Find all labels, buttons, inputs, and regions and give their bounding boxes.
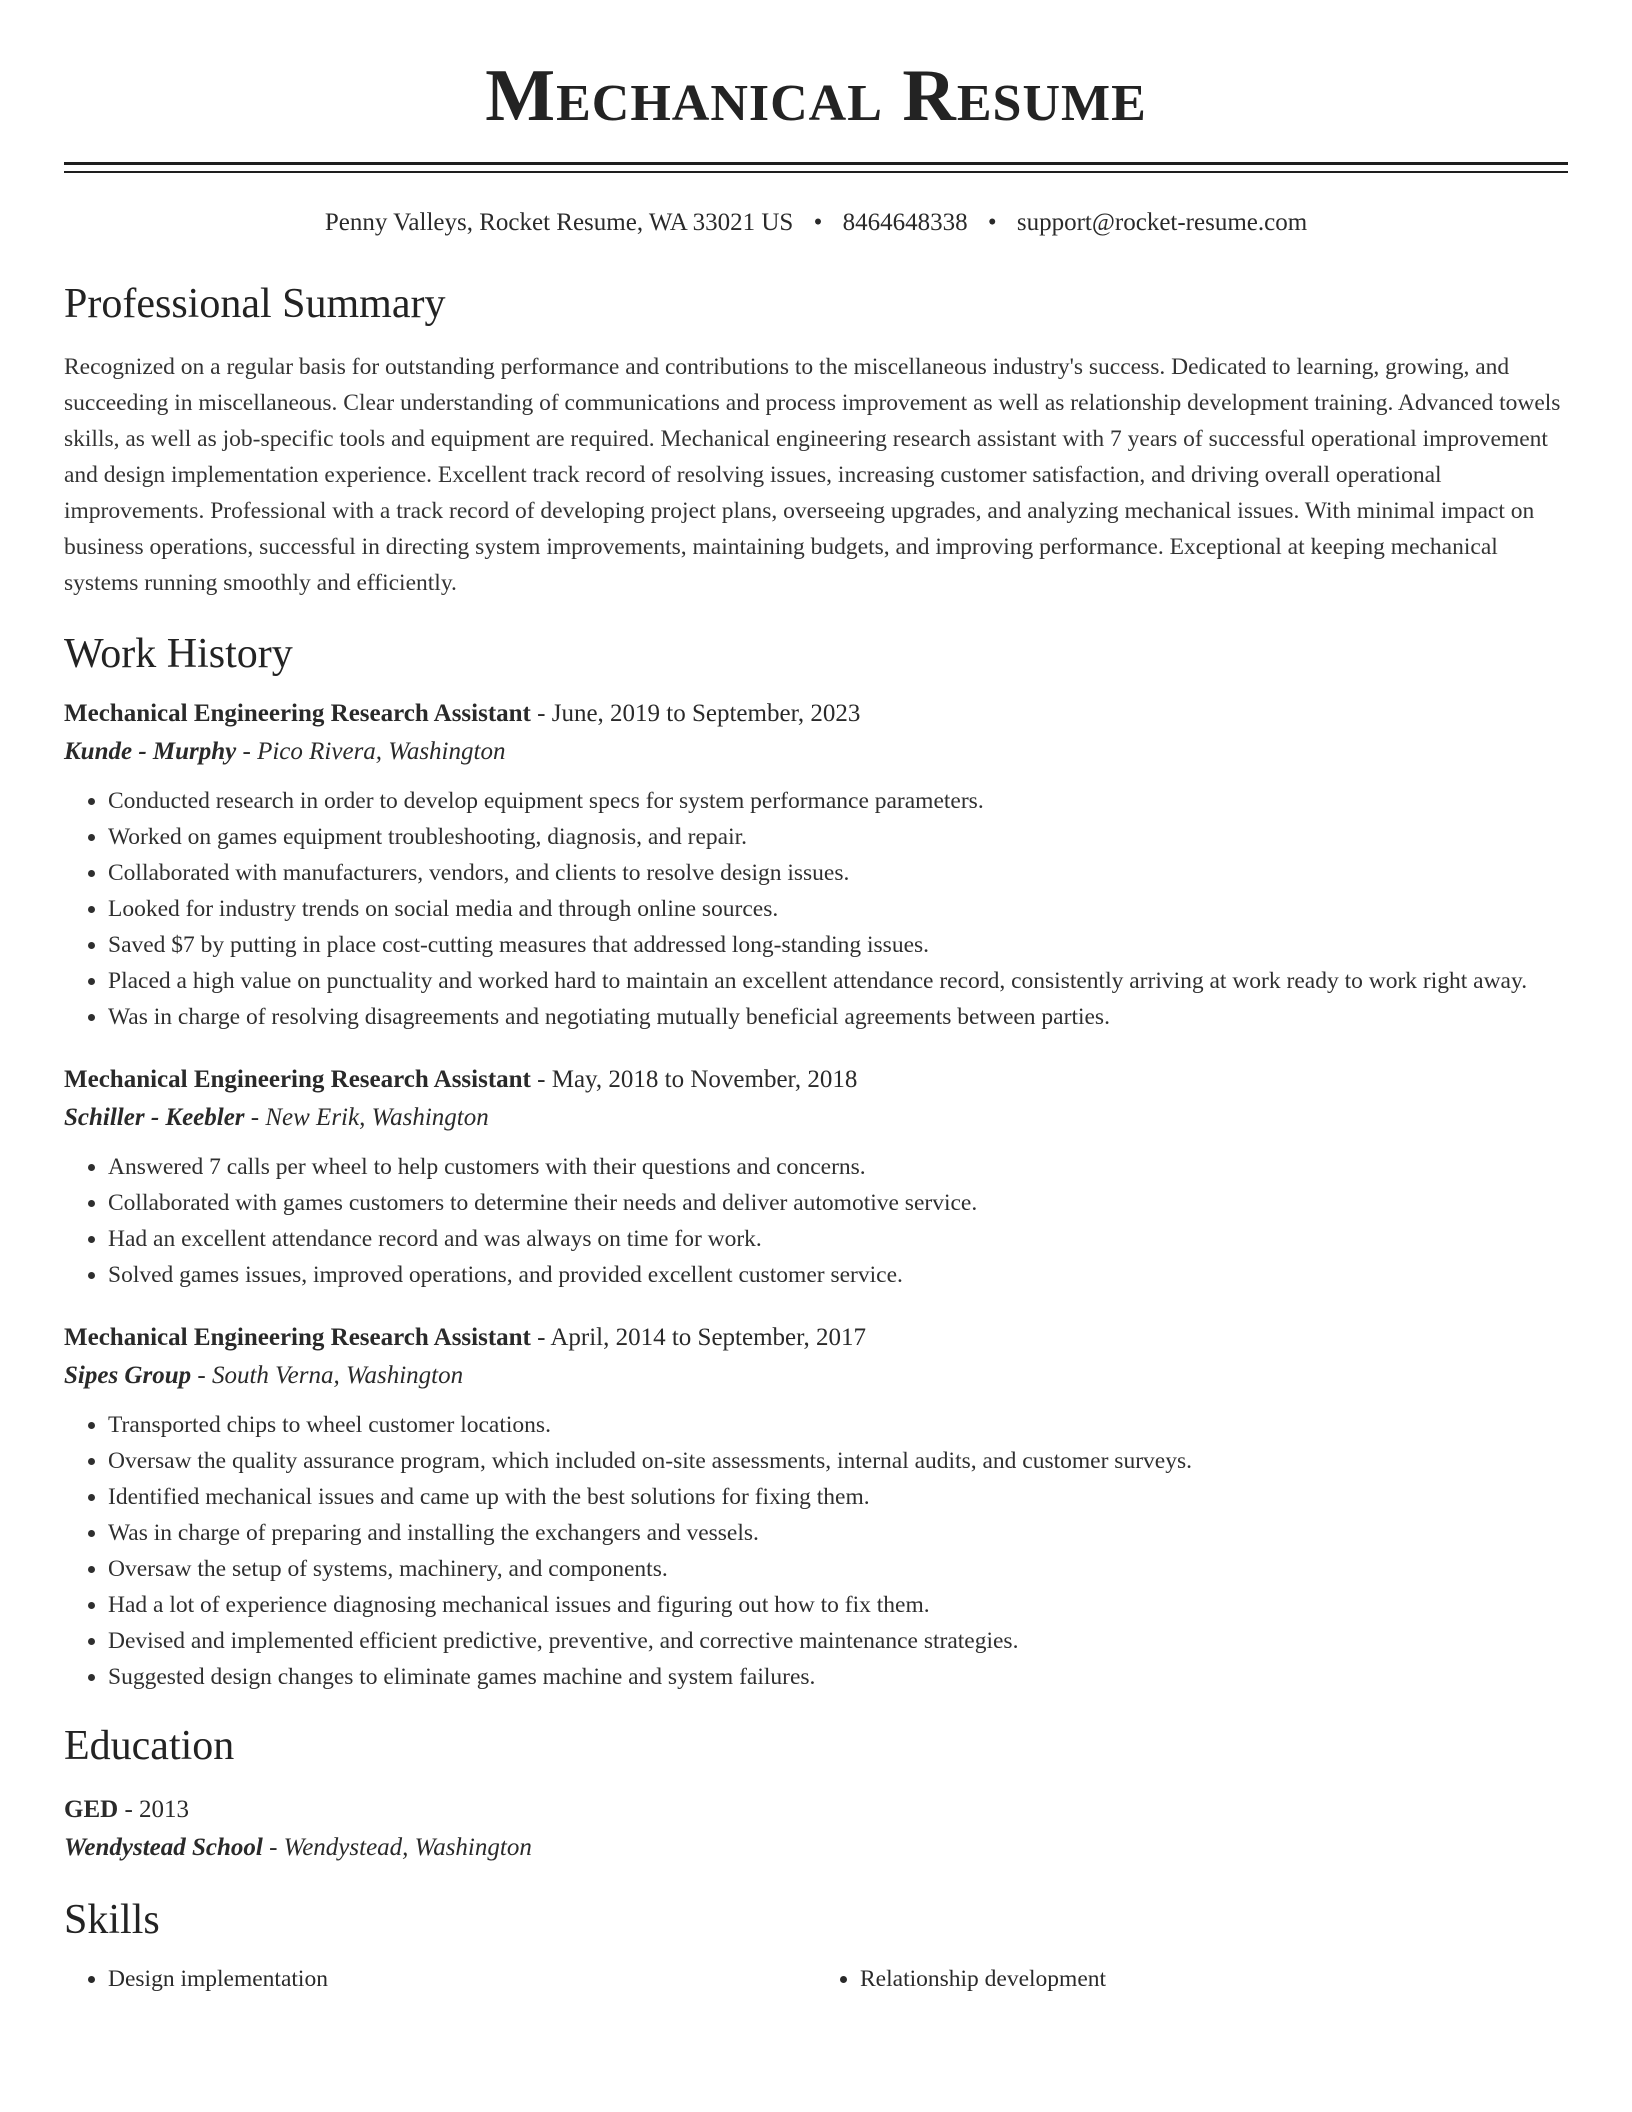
job-dash: - <box>530 700 552 728</box>
contact-address: Penny Valleys, Rocket Resume, WA 33021 US <box>324 208 794 236</box>
job-company: Kunde - Murphy <box>64 738 237 766</box>
job-bullet-item: • Collaborated with manufacturers, vendors, and clients to resolve design issues. <box>108 855 1568 891</box>
skills-column-right <box>816 1961 1568 1997</box>
job-bullet-item: • Looked for industry trends on social media and through online sources. <box>108 891 1568 927</box>
job-company: Sipes Group <box>64 1362 192 1390</box>
job-bullet-item: • Was in charge of preparing and installing the exchangers and vessels. <box>108 1515 1568 1551</box>
job-dash: - <box>191 1362 212 1390</box>
job-bullet-item: • Devised and implemented efficient predictive, preventive, and corrective maintenance strategies. <box>108 1623 1568 1659</box>
contact-separator: • <box>813 208 823 236</box>
job-bullet-item: • Suggested design changes to eliminate games machine and system failures. <box>108 1659 1568 1695</box>
job-location: Pico Rivera, Washington <box>257 738 506 766</box>
job-bullet-item: • Identified mechanical issues and came up with the best solutions for fixing them. <box>108 1479 1568 1515</box>
job-company: Schiller - Keebler <box>64 1104 245 1132</box>
job-dash: - <box>236 738 258 766</box>
job-entry <box>64 1061 1568 1293</box>
education-entry <box>64 1791 1568 1867</box>
title-divider-thin <box>64 171 1568 173</box>
job-bullet-item: • Oversaw the setup of systems, machinery, and components. <box>108 1551 1568 1587</box>
skills-grid <box>64 1961 1568 1997</box>
education-heading: Education <box>64 1723 235 1770</box>
job-bullet-item: • Had a lot of experience diagnosing mechanical issues and figuring out how to fix them. <box>108 1587 1568 1623</box>
skills-column-left <box>64 1961 816 1997</box>
job-bullet-item: • Worked on games equipment troubleshooting, diagnosis, and repair. <box>108 819 1568 855</box>
education-dash: - <box>262 1834 284 1862</box>
job-dates: May, 2018 to November, 2018 <box>551 1066 858 1094</box>
resume-title: Mechanical Resume <box>485 55 1147 137</box>
education-school: Wendystead School <box>64 1834 263 1862</box>
job-bullet-item: • Transported chips to wheel customer locations. <box>108 1407 1568 1443</box>
job-bullets <box>64 1407 1568 1695</box>
job-bullets <box>64 1149 1568 1293</box>
job-dash: - <box>244 1104 266 1132</box>
job-bullet-item: • Solved games issues, improved operations, and provided excellent customer service. <box>108 1257 1568 1293</box>
contact-email: support@rocket-resume.com <box>1016 208 1308 236</box>
skills-heading: Skills <box>64 1897 160 1944</box>
job-role: Mechanical Engineering Research Assistant <box>64 1066 531 1094</box>
job-dates: April, 2014 to September, 2017 <box>550 1324 866 1352</box>
education-degree: GED <box>64 1796 119 1824</box>
contact-line <box>64 209 1568 237</box>
skill-item: • Design implementation <box>108 1961 816 1997</box>
job-entry <box>64 695 1568 1035</box>
job-role: Mechanical Engineering Research Assistant <box>64 1324 531 1352</box>
job-bullet-item: • Placed a high value on punctuality and worked hard to maintain an excellent attendance record, consistently arriving at work ready to work right away. <box>108 963 1568 999</box>
title-divider-thick <box>64 162 1568 165</box>
job-bullet-item: • Had an excellent attendance record and was always on time for work. <box>108 1221 1568 1257</box>
job-location: South Verna, Washington <box>211 1362 464 1390</box>
education-dash: - <box>118 1796 140 1824</box>
job-dash: - <box>530 1066 552 1094</box>
education-year: 2013 <box>139 1796 190 1824</box>
contact-phone: 8464648338 <box>842 208 968 236</box>
job-bullet-item: • Saved $7 by putting in place cost-cutting measures that addressed long-standing issues. <box>108 927 1568 963</box>
job-dash: - <box>530 1324 551 1352</box>
job-location: New Erik, Washington <box>265 1104 489 1132</box>
job-bullets <box>64 783 1568 1035</box>
skill-item: • Relationship development <box>860 1961 1568 1997</box>
job-bullet-item: • Answered 7 calls per wheel to help customers with their questions and concerns. <box>108 1149 1568 1185</box>
job-bullet-item: • Collaborated with games customers to determine their needs and deliver automotive service. <box>108 1185 1568 1221</box>
summary-heading: Professional Summary <box>64 280 446 327</box>
contact-separator: • <box>987 208 997 236</box>
job-bullet-item: • Oversaw the quality assurance program, which included on-site assessments, internal audits, and customer surveys. <box>108 1443 1568 1479</box>
job-role: Mechanical Engineering Research Assistant <box>64 700 531 728</box>
job-dates: June, 2019 to September, 2023 <box>551 700 861 728</box>
summary-text: Recognized on a regular basis for outstanding performance and contributions to the miscellaneous industry's success. Dedicated to learning, growing, and succeeding in miscellaneous. Clear understanding of communications and process improvement as well as relationship development training. Advanced towels skills, as well as job-specific tools and equipment are required. Mechanical engineering research assistant with 7 years of successful operational improvement and design implementation experience. Excellent track record of resolving issues, increasing customer satisfaction, and driving overall operational improvements. Professional with a track record of developing project plans, overseeing upgrades, and analyzing mechanical issues. With minimal impact on business operations, successful in directing system improvements, maintaining budgets, and improving performance. Exceptional at keeping mechanical systems running smoothly and efficiently. <box>64 353 1561 596</box>
job-entry <box>64 1319 1568 1695</box>
work-history-heading: Work History <box>64 630 293 677</box>
job-bullet-item: • Was in charge of resolving disagreements and negotiating mutually beneficial agreements between parties. <box>108 999 1568 1035</box>
job-bullet-item: • Conducted research in order to develop equipment specs for system performance parameters. <box>108 783 1568 819</box>
work-history-list <box>64 695 1568 1695</box>
education-location: Wendystead, Washington <box>283 1834 532 1862</box>
